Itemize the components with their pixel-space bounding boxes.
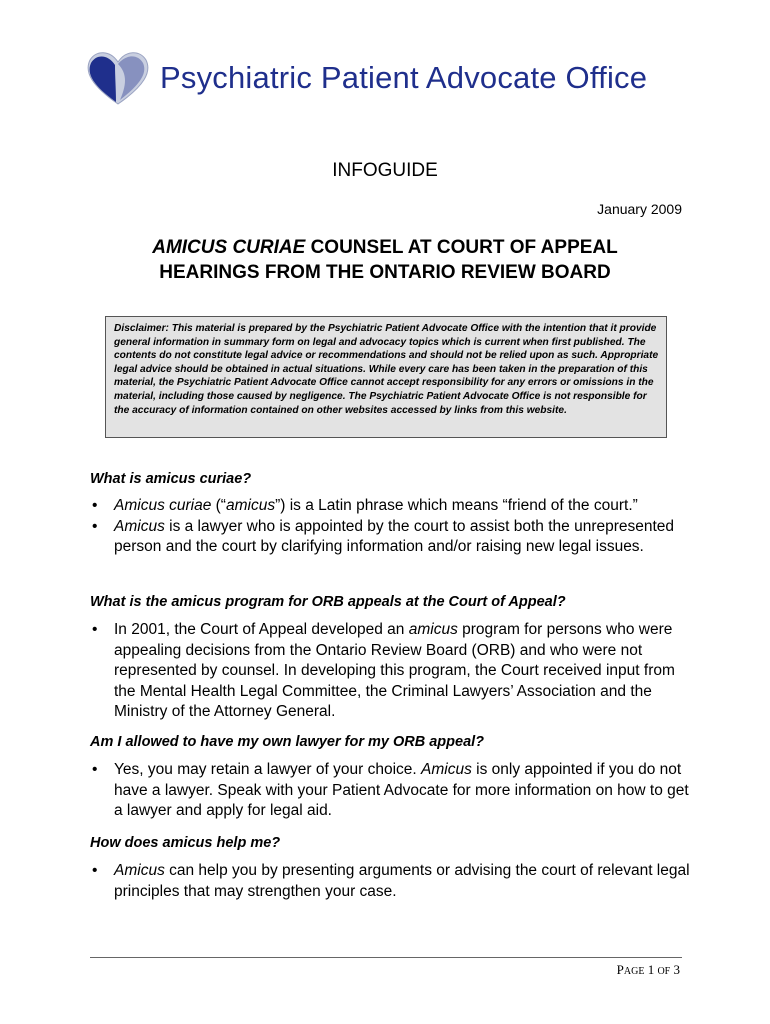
title-line2: HEARINGS FROM THE ONTARIO REVIEW BOARD [159, 262, 611, 283]
bullet-text: is only appointed if you do not have a lawyer. Speak with your Patient Advocate for more information on how to get a lawyer and apply for legal aid. [114, 761, 689, 819]
page-number [617, 962, 680, 978]
section-question: How does amicus help me? [90, 835, 281, 851]
list-item [90, 517, 690, 558]
bullet-text: Yes, you may retain a lawyer of your choice. [114, 761, 421, 778]
section-question: What is amicus curiae? [90, 471, 252, 487]
footer-divider [90, 957, 682, 958]
title-line1: COUNSEL AT COURT OF APPEAL [305, 237, 618, 258]
section-how-amicus-helps [90, 835, 690, 902]
disclaimer-box [105, 316, 667, 438]
heart-logo-icon [82, 46, 154, 110]
page-label-initial: P [616, 962, 624, 977]
bullet-icon: • [92, 761, 98, 778]
org-name: Psychiatric Patient Advocate Office [160, 60, 648, 95]
page-of-label: OF [657, 966, 671, 977]
page-current: 1 [647, 962, 655, 977]
document-title [100, 235, 670, 285]
doc-type: INFOGUIDE [332, 160, 438, 181]
list-item [90, 496, 690, 517]
list-item [90, 620, 690, 723]
section-question: Am I allowed to have my own lawyer for my ORB appeal? [90, 734, 485, 750]
section-own-lawyer [90, 734, 690, 822]
bullet-text: program for persons who were appealing decisions from the Ontario Review Board (ORB) and who were not represented by counsel. In developing this program, the Court received input from the Mental Health Legal Committee, the Criminal Lawyers’ Association and the Ministry of the Attorney General. [114, 621, 675, 720]
page-total: 3 [673, 962, 680, 977]
list-item [90, 861, 690, 902]
title-italic: AMICUS CURIAE [152, 237, 306, 258]
list-item [90, 760, 690, 822]
italic-term: amicus [408, 621, 458, 638]
bullet-text: In 2001, the Court of Appeal developed an [114, 621, 409, 638]
section-what-is-amicus [90, 471, 690, 558]
italic-term: Amicus [114, 862, 165, 879]
italic-term: Amicus [421, 761, 472, 778]
bullet-text: (“ [211, 497, 226, 514]
bullet-icon: • [92, 497, 98, 514]
bullet-icon: • [92, 862, 98, 879]
bullet-text: is a lawyer who is appointed by the court to assist both the unrepresented person and the court by clarifying information and/or raising new legal issues. [114, 517, 675, 555]
bullet-text: can help you by presenting arguments or advising the court of relevant legal principles that may strengthen your case. [114, 862, 690, 900]
section-question: What is the amicus program for ORB appeals at the Court of Appeal? [90, 594, 566, 610]
italic-term: Amicus [114, 517, 165, 535]
italic-term: amicus [225, 497, 276, 514]
italic-term: Amicus curiae [114, 497, 212, 514]
disclaimer-text: Disclaimer: This material is prepared by the Psychiatric Patient Advocate Office with the intention that it provide general information in summary form on legal and advocacy topics which is current when first published. The contents do not constitute legal advice or recommendations and should not be relied upon as such. Appropriate legal advice should be obtained in actual situations. While every care has been taken in the preparation of this material, the Psychiatric Patient Advocate Office cannot accept responsibility for any errors or omissions in the material, including those caused by negligence. The Psychiatric Patient Advocate Office is not responsible for the accuracy of information contained on other websites accessed by links from this website. [114, 323, 659, 416]
bullet-icon: • [92, 621, 98, 638]
page-label-rest: AGE [623, 966, 645, 977]
section-amicus-program [90, 594, 690, 723]
bullet-icon: • [92, 517, 98, 535]
doc-date: January 2009 [597, 201, 682, 217]
bullet-text: ”) is a Latin phrase which means “friend of the court.” [275, 497, 638, 514]
